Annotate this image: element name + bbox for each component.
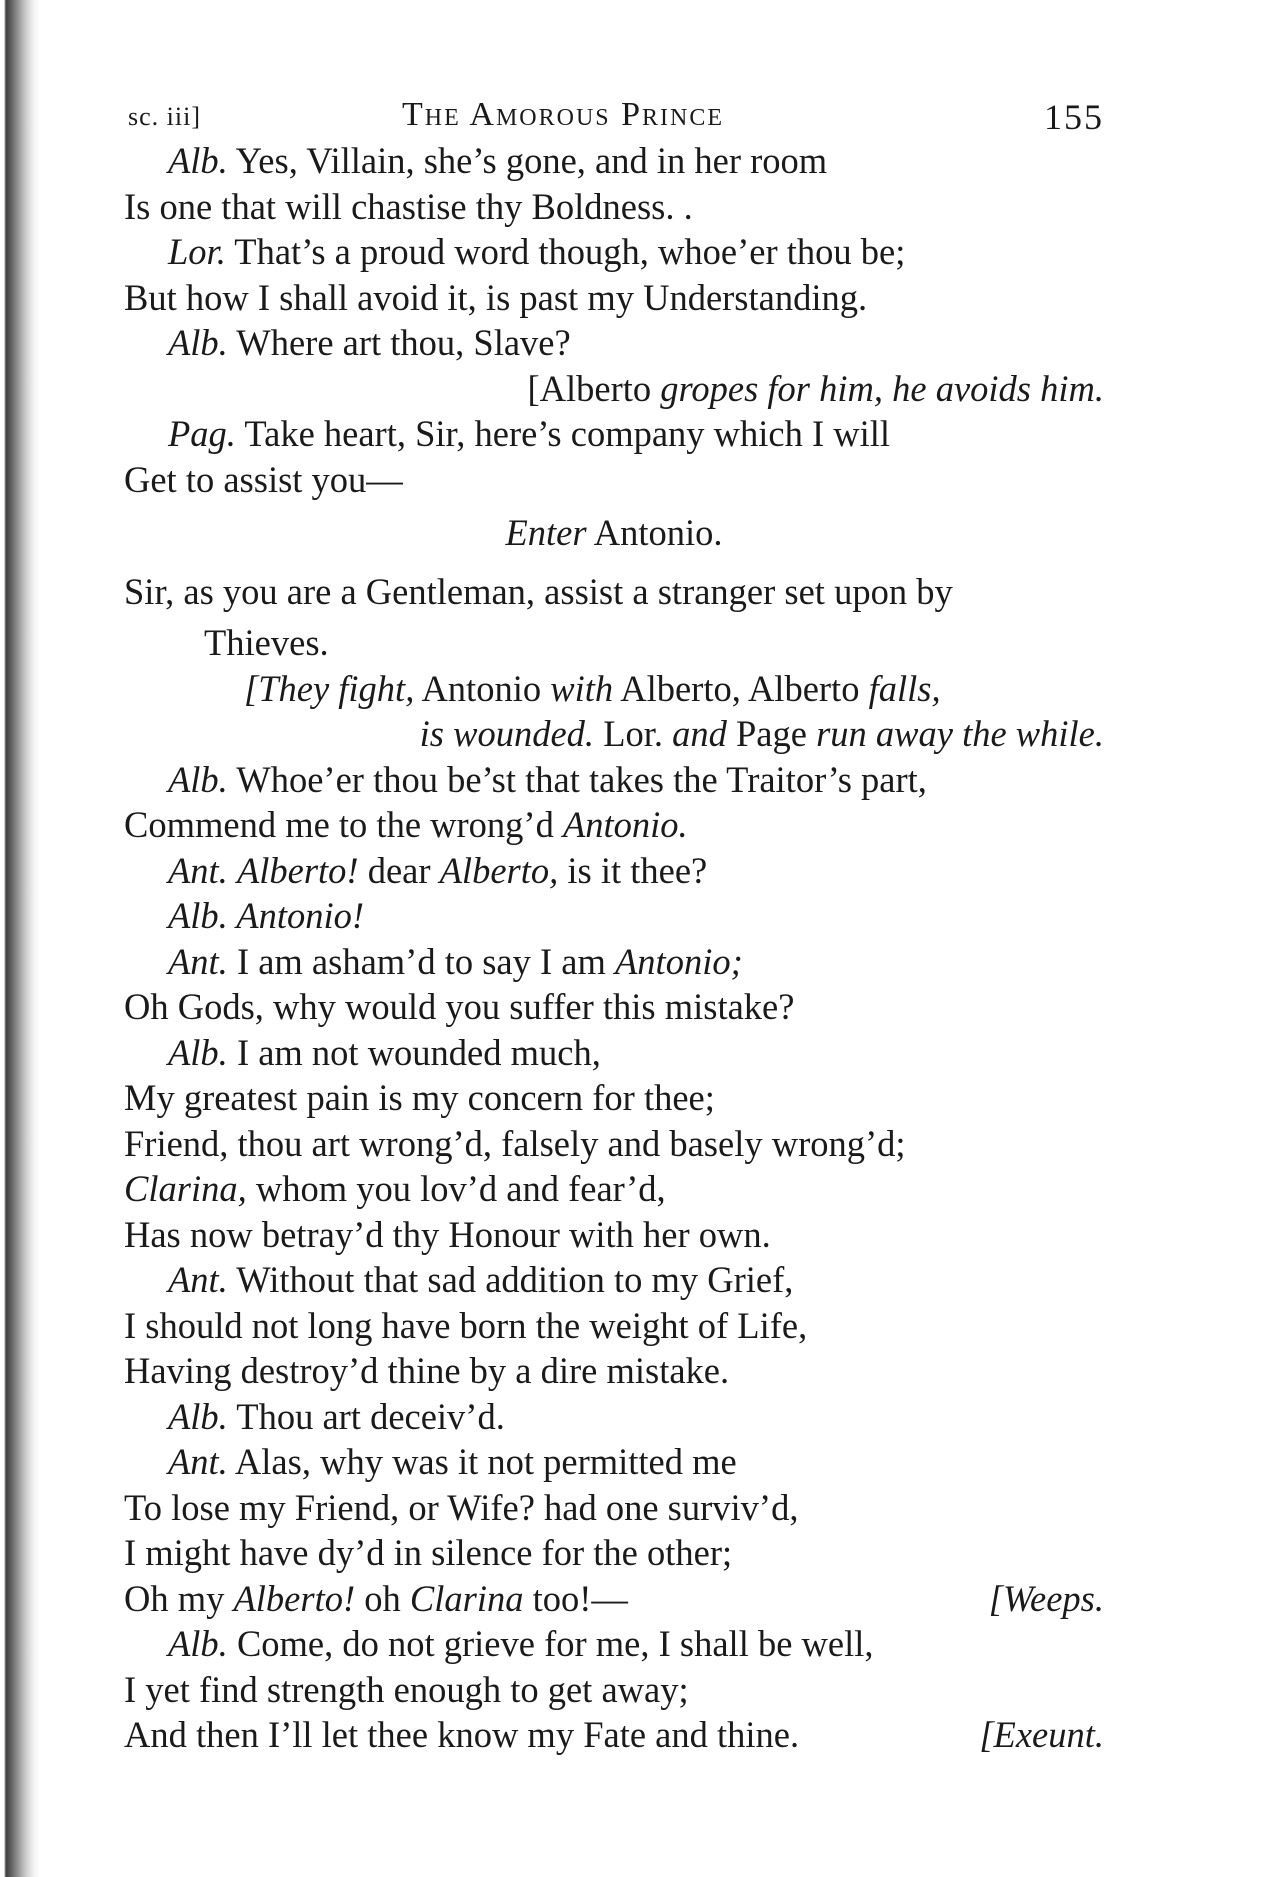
- text-line: [124, 939, 1104, 985]
- stage-direction-text: falls,: [868, 667, 941, 709]
- scene-marker: sc. iii]: [128, 102, 201, 131]
- speech: My greatest pain is my concern for thee;: [124, 1077, 715, 1118]
- speech: Alas, why was it not permitted me: [227, 1441, 737, 1482]
- stage-direction-text: and: [672, 713, 727, 754]
- stage-direction-name: Antonio: [414, 667, 551, 709]
- speech: Having destroy’d thine by a dire mistake.: [124, 1350, 730, 1391]
- stage-direction-text: Enter: [505, 512, 587, 553]
- speech: whom you lov’d and fear’d,: [246, 1168, 666, 1209]
- speaker: Alb.: [168, 895, 228, 936]
- text-line: [124, 1667, 1104, 1713]
- stage-direction-text: gropes for him, he avoids him.: [660, 367, 1104, 409]
- text-line: [124, 275, 1104, 321]
- stage-direction-text: with: [550, 667, 614, 709]
- speech: Without that sad addition to my Grief,: [227, 1259, 794, 1300]
- speech-name: Antonio;: [615, 940, 743, 982]
- text-line: [124, 1348, 1104, 1394]
- text-line: [124, 848, 1104, 894]
- stage-direction-name: Alberto, Alberto: [613, 667, 869, 709]
- speaker: Ant.: [168, 849, 228, 891]
- stage-direction: [Weeps.: [988, 1577, 1104, 1619]
- speech: I yet find strength enough to get away;: [124, 1668, 689, 1710]
- speech: Sir, as you are a Gentleman, assist a stranger set upon by: [124, 571, 953, 612]
- speech: But how I shall avoid it, is past my Understanding.: [124, 276, 868, 318]
- speaker: Alb.: [168, 1031, 228, 1073]
- text-line: [124, 1621, 1104, 1667]
- stage-direction-text: is wounded.: [419, 713, 595, 754]
- text-line: [124, 1075, 1104, 1121]
- speech-name: Clarina: [409, 1577, 524, 1619]
- speech: Oh Gods, why would you suffer this mistake?: [124, 986, 795, 1027]
- text-line: [124, 1712, 1104, 1758]
- text-line: [124, 320, 1104, 366]
- speech-name: Alberto!: [233, 1577, 356, 1619]
- speech-group: [124, 1576, 628, 1622]
- text-line: [124, 1121, 1104, 1167]
- speech-name: Antonio.: [562, 804, 688, 845]
- book-page: [124, 82, 1104, 1758]
- text-line: [124, 757, 1104, 803]
- stage-direction-text: run away the while.: [816, 713, 1104, 754]
- speech: Has now betray’d thy Honour with her own.: [124, 1213, 771, 1255]
- speaker: Ant.: [168, 940, 228, 982]
- speech: Oh my: [124, 1577, 234, 1619]
- stage-direction-name: Antonio.: [586, 512, 723, 553]
- stage-direction-name: Page: [726, 713, 817, 754]
- speech-name: Clarina,: [124, 1168, 247, 1209]
- page-number: 155: [1044, 97, 1104, 137]
- speaker: Pag.: [168, 413, 236, 454]
- stage-direction: [124, 711, 1104, 757]
- speaker: Ant.: [168, 1259, 228, 1300]
- speech: I am not wounded much,: [227, 1031, 601, 1073]
- stage-direction: [124, 666, 1104, 712]
- speech-name: Alberto,: [439, 849, 559, 891]
- speech: Commend me to the wrong’d: [124, 804, 563, 845]
- speech: [228, 850, 237, 891]
- speech: dear: [358, 849, 440, 891]
- text-line: [124, 984, 1104, 1030]
- speech: I might have dy’d in silence for the other;: [124, 1532, 733, 1573]
- text-line: [124, 893, 1104, 939]
- speech: To lose my Friend, or Wife? had one surviv’d,: [124, 1486, 799, 1528]
- stage-direction-entrance: [124, 502, 1104, 564]
- speech-name: Antonio!: [227, 895, 365, 936]
- text-line: [124, 1166, 1104, 1212]
- speech: Thou art deceiv’d.: [227, 1395, 505, 1437]
- running-header: [124, 82, 1104, 138]
- stage-direction-name: Lor.: [594, 713, 673, 754]
- speaker: Alb.: [168, 322, 228, 363]
- speech: That’s a proud word though, whoe’er thou be;: [225, 231, 906, 272]
- stage-direction: [Exeunt.: [979, 1714, 1104, 1755]
- text-line: [124, 1257, 1104, 1303]
- speech: I should not long have born the weight of Life,: [124, 1304, 808, 1346]
- speech: Is one that will chastise thy Boldness. .: [124, 185, 693, 227]
- speaker: Alb.: [168, 140, 228, 181]
- play-text: [124, 138, 1104, 1758]
- speech: Friend, thou art wrong’d, falsely and basely wrong’d;: [124, 1122, 906, 1164]
- speaker: Alb.: [168, 1623, 228, 1664]
- text-line: [124, 1394, 1104, 1440]
- stage-direction: [124, 366, 1104, 412]
- speech: is it thee?: [558, 849, 708, 891]
- speaker: Alb.: [168, 1395, 228, 1437]
- speech: And then I’ll let thee know my Fate and thine.: [124, 1714, 800, 1755]
- stage-direction-name: [Alberto: [527, 367, 661, 409]
- text-line: [124, 229, 1104, 275]
- book-binding-edge: [0, 0, 40, 1877]
- text-line: [124, 1485, 1104, 1531]
- speech: Where art thou, Slave?: [227, 322, 571, 363]
- stage-direction-text: [They fight,: [244, 667, 415, 709]
- speech: Yes, Villain, she’s gone, and in her room: [227, 140, 828, 181]
- running-title: The Amorous Prince: [402, 96, 725, 133]
- text-line: [124, 620, 1104, 666]
- speech: Come, do not grieve for me, I shall be well,: [227, 1623, 874, 1664]
- text-line: [124, 457, 1104, 503]
- text-line: [124, 1030, 1104, 1076]
- speech: Take heart, Sir, here’s company which I will: [235, 413, 891, 454]
- speaker: Alb.: [168, 758, 228, 800]
- text-line: [124, 184, 1104, 230]
- speech: too!—: [523, 1577, 628, 1619]
- speech: I am asham’d to say I am: [227, 940, 616, 982]
- speech: Whoe’er thou be’st that takes the Traitor’s part,: [227, 758, 927, 800]
- text-line: [124, 802, 1104, 848]
- text-line: [124, 411, 1104, 457]
- speech: Thieves.: [204, 622, 329, 663]
- text-line: [124, 1212, 1104, 1258]
- speaker: Lor.: [168, 231, 226, 272]
- text-line: [124, 1530, 1104, 1576]
- speech: oh: [355, 1577, 410, 1619]
- speaker: Ant.: [168, 1441, 228, 1482]
- speech: Get to assist you—: [124, 458, 403, 500]
- text-line: [124, 1439, 1104, 1485]
- text-line: [124, 1303, 1104, 1349]
- speech-name: Alberto!: [236, 849, 359, 891]
- text-line: [124, 1576, 1104, 1622]
- text-line: [124, 138, 1104, 184]
- text-line: [124, 564, 1104, 620]
